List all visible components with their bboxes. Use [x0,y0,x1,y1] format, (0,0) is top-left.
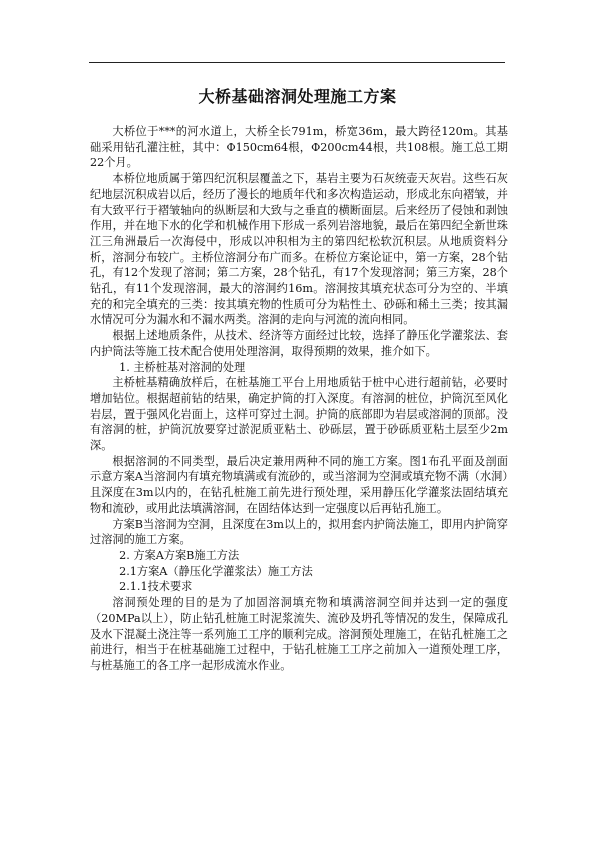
section-heading-2: 2. 方案A方案B施工方法 [119,548,240,562]
paragraph-geology: 本桥位地质属于第四纪沉积层覆盖之下，基岩主要为石灰统壶天灰岩。这些石灰纪地层沉积成岩以后，经历了漫长的地质年代和多次构造运动，形成北东向褶皱，并有大致平行于褶皱轴向的纵断层和大致与之垂直的横断面层。后来经历了侵蚀和剥蚀作用，并在地下水的化学和机械作用下形成一系列岩溶地貌，最后在第四纪全新世珠江三角洲最后一次海侵中，形成以冲积相为主的第四纪松软沉积层。从地质资料分析，溶洞分布较广。主桥位溶洞分布广而多。在桥位方案论证中，第一方案，28个钻孔，有12个发现了溶洞；第二方案，28个钻孔，有17个发现溶洞；第三方案，28个钻孔，有11个发现溶洞，最大的溶洞约16m。溶洞按其填充状态可分为空的、半填充的和完全填充的三类：按其填充物的性质可分为粘性土、砂砾和稀土三类；按其漏水情况可分为漏水和不漏水两类。溶洞的走向与河流的流向相同。 [90,172,508,327]
document-body [90,124,508,674]
header-rule [89,62,505,63]
paragraph-overview: 大桥位于***的河水道上，大桥全长791m，桥宽36m，最大跨径120m。其基础采用钻孔灌注桩，其中：Φ150cm64根，Φ200cm44根，共108根。施工总工期22个月。 [90,125,508,170]
paragraph-plan-b: 方案B当溶洞为空洞，且深度在3m以上的，拟用套内护筒法施工，即用内护筒穿过溶洞的施工方案。 [90,517,508,547]
paragraph-plan-a: 根据溶洞的不同类型，最后决定兼用两种不同的施工方案。图1布孔平面及剖面示意方案A当溶洞内有填充物填满或有流砂的，或当溶洞为空洞或填充物不满（水洞）且深度在3m以内的，在钻孔桩施工前先进行预处理，采用静压化学灌浆法固结填充物和流砂，或用此法填满溶洞，在固结体达到一定强度以后再钻孔施工。 [90,454,508,515]
section-heading-1: 1. 主桥桩基对溶洞的处理 [119,360,246,374]
section-heading-2-1: 2.1方案A（静压化学灌浆法）施工方法 [119,564,313,578]
paragraph-pile-positioning: 主桥桩基精确放样后，在桩基施工平台上用地质钻于桩中心进行超前钻，必要时增加钻位。根据超前钻的结果，确定护筒的打入深度。有溶洞的桩位，护筒沉至风化岩层，置于强风化岩面上，这样可穿过土洞。护筒的底部即为岩层或溶洞的顶部。没有溶洞的桩，护筒沉放要穿过淤泥质亚粘土、砂砾层，置于砂砾质亚粘土层至少2m深。 [90,376,508,453]
paragraph-technical-requirements: 溶洞预处理的目的是为了加固溶洞填充物和填满溶洞空间并达到一定的强度（20MPa以上），防止钻孔桩施工时泥浆流失、流砂及坍孔等情况的发生，保障成孔及水下混凝土浇注等一系列施工工序的顺利完成。溶洞预处理施工，在钻孔桩施工之前进行，相当于在桩基础施工过程中，于钻孔桩施工工序之前加入一道预处理工序，与桩基施工的各工序一起形成流水作业。 [90,596,508,672]
section-heading-2-1-1: 2.1.1技术要求 [119,580,193,594]
document-title: 大桥基础溶洞处理施工方案 [198,87,397,106]
paragraph-method-selection: 根据上述地质条件，从技术、经济等方面经过比较，选择了静压化学灌浆法、套内护筒法等施工技术配合使用处理溶洞，取得预期的效果，推介如下。 [90,329,508,358]
